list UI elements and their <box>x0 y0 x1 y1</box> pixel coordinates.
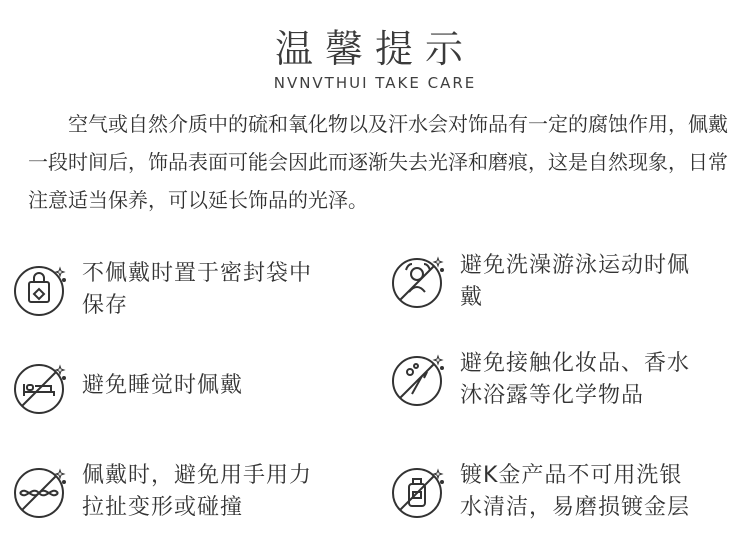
tip-sealed-bag <box>12 258 372 322</box>
sealed-bag-icon <box>12 260 70 318</box>
tip-line: 避免洗澡游泳运动时佩 <box>460 253 691 278</box>
tip-line: 不佩戴时置于密封袋中 <box>82 261 313 286</box>
tip-line: 戴 <box>460 285 484 310</box>
tip-no-pulling <box>12 460 372 524</box>
page-title: 温馨提示 <box>274 27 475 71</box>
tip-no-sleeping <box>12 356 372 416</box>
tip-no-cosmetics <box>390 348 740 412</box>
tip-line: 佩戴时，避免用手用力 <box>82 463 313 488</box>
tip-line: 沐浴露等化学物品 <box>460 383 645 408</box>
tip-line: 保存 <box>82 293 129 318</box>
tip-line: 避免接触化妆品、香水 <box>460 351 691 376</box>
no-cleaner-icon <box>390 462 448 520</box>
tip-no-cleaner <box>390 460 740 524</box>
tip-line: 拉扯变形或碰撞 <box>82 495 244 520</box>
no-bathing-icon <box>390 252 448 310</box>
no-cosmetics-icon <box>390 350 448 408</box>
tip-line: 镀K金产品不可用洗银 <box>460 463 683 488</box>
no-sleeping-icon <box>12 358 70 416</box>
intro-paragraph: 空气或自然介质中的硫和氧化物以及汗水会对饰品有一定的腐蚀作用，佩戴一段时间后，饰品表面可能会因此而逐渐失去光泽和磨痕，这是自然现象，日常注意适当保养，可以延长饰品的光泽。 <box>28 112 728 212</box>
page-subtitle: NVNVTHUI TAKE CARE <box>273 74 477 92</box>
tip-line: 避免睡觉时佩戴 <box>82 373 244 398</box>
no-pulling-icon <box>12 462 70 520</box>
tip-line: 水清洁，易磨损镀金层 <box>460 495 691 520</box>
tip-no-bathing <box>390 250 740 314</box>
